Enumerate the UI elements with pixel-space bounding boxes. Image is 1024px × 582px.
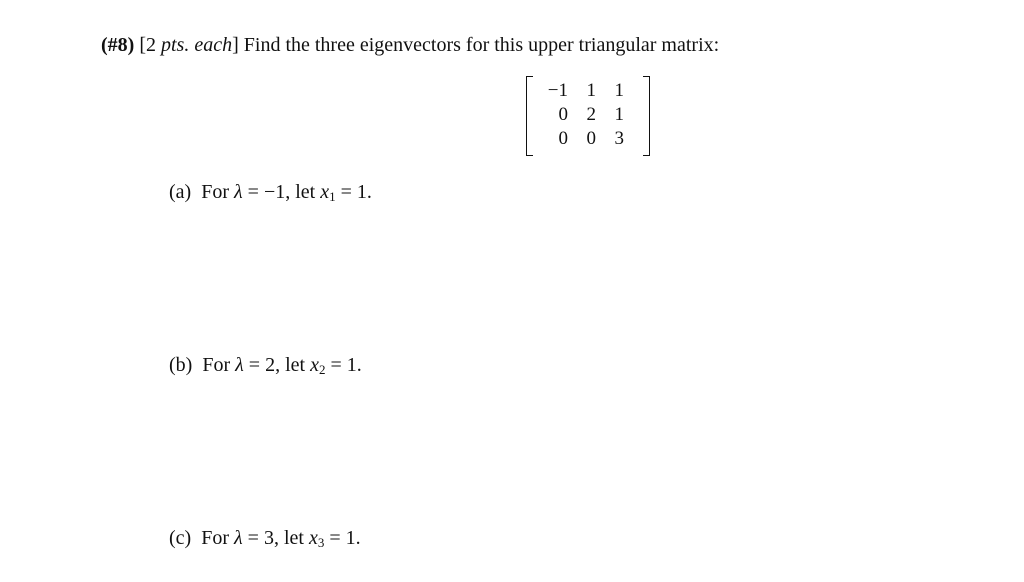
matrix-cell: 1 [586,80,596,101]
matrix-cell: 1 [614,80,624,101]
part-c: (c) For λ = 3, let $x_3 = 1$. [169,527,361,550]
matrix-cell: 0 [586,128,596,149]
matrix-cell: 3 [614,128,624,149]
matrix-cell: 0 [558,128,568,149]
matrix-entries [538,79,628,151]
problem-header [101,32,719,58]
matrix-cell: 1 [614,104,624,125]
problem-number: (#8) [101,34,135,56]
part-a: (a) For λ = −1, let $x_1 = 1$. [169,181,372,204]
matrix [526,76,650,156]
part-b: (b) For λ = 2, let $x_2 = 1$. [169,354,362,377]
matrix-left-bracket [526,76,533,156]
matrix-cell: 0 [558,104,568,125]
part-label: (c) [169,527,192,549]
part-label: (a) [169,181,192,203]
problem-instruction: Find the three eigenvectors for this upper triangular matrix: [243,34,720,56]
points-label: [2 pts. each] [139,34,239,56]
matrix-right-bracket [643,76,650,156]
matrix-cell: 2 [586,104,596,125]
matrix-cell: −1 [547,80,568,101]
part-label: (b) [169,354,193,376]
